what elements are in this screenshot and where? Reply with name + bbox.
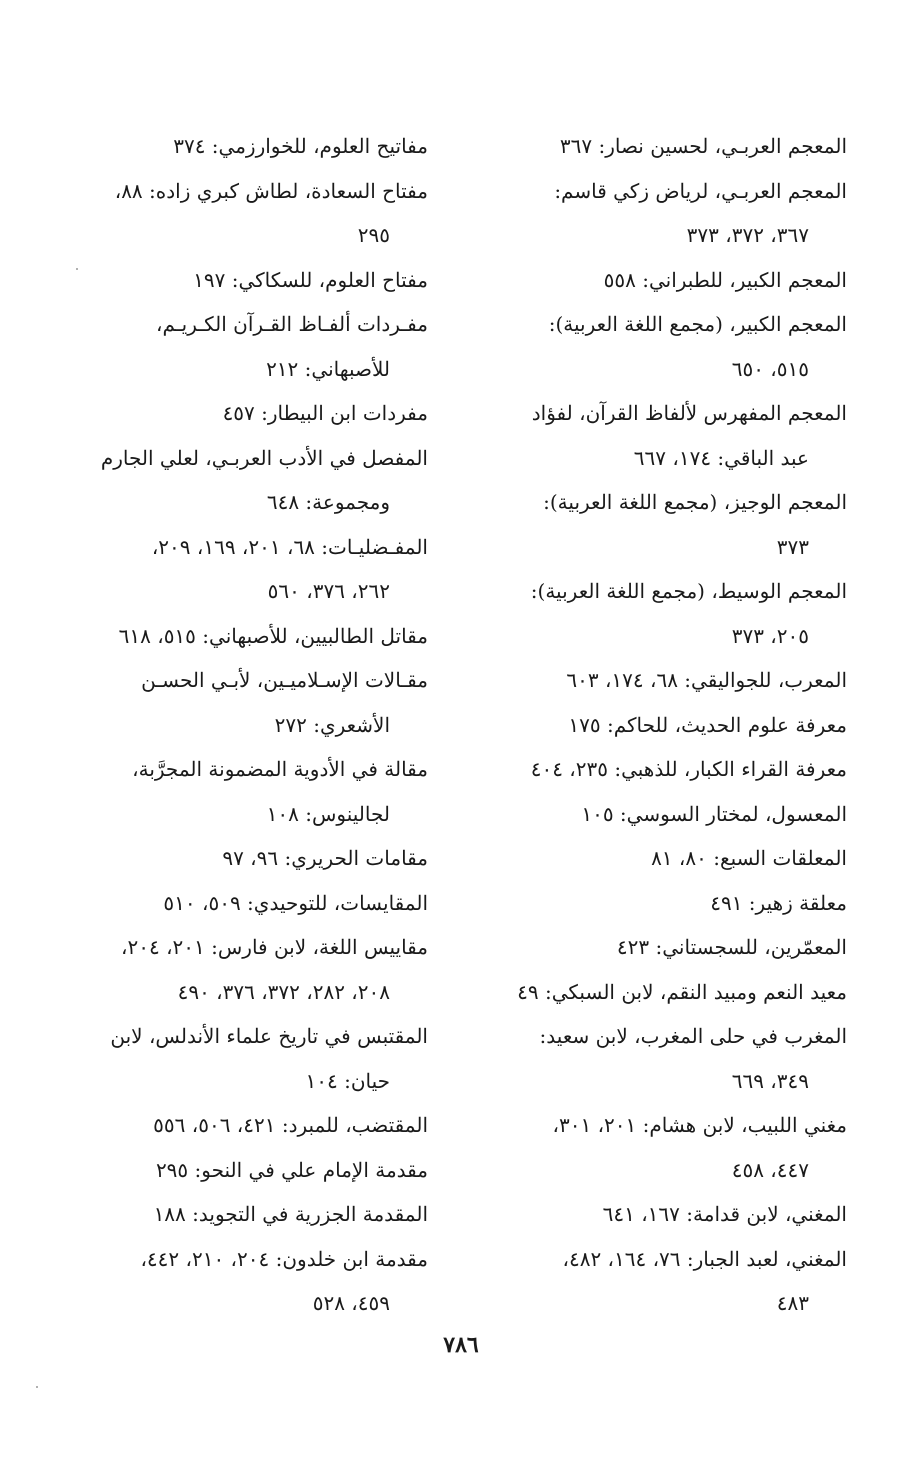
index-entry — [471, 747, 847, 792]
index-entry — [471, 569, 847, 658]
index-entry-continuation: ٤٥٩، ٥٢٨ — [312, 1291, 390, 1315]
index-entry — [52, 169, 428, 258]
index-entry-text: مغني اللبيب، لابن هشام: ٢٠١، ٣٠١، — [552, 1113, 847, 1137]
index-entry — [52, 1148, 428, 1193]
index-entry — [52, 747, 428, 836]
index-entry-text: مفـردات ألفـاظ القـرآن الكـريـم، — [156, 312, 428, 336]
index-entry-text: مقدمة الإمام علي في النحو: ٢٩٥ — [155, 1157, 428, 1182]
index-entry — [471, 302, 847, 391]
index-entry-text: المعجم الوجيز، (مجمع اللغة العربية): — [543, 490, 847, 514]
index-entry-continuation: ٢٠٥، ٣٧٣ — [731, 623, 809, 648]
index-entry-continuation: ٢٩٥ — [357, 223, 390, 247]
index-entry — [52, 1014, 428, 1103]
index-entry-text: المعجم الوسيط، (مجمع اللغة العربية): — [530, 579, 847, 603]
index-entry-continuation: لجالينوس: ١٠٨ — [266, 801, 390, 826]
index-entry — [471, 1014, 847, 1103]
index-entry — [471, 391, 847, 480]
index-entry-text: المعجم العربـي، لحسين نصار: ٣٦٧ — [559, 134, 847, 158]
index-entry-text: معلقة زهير: ٤٩١ — [710, 890, 847, 915]
index-entry-text: مقـالات الإسـلاميـين، لأبـي الحسـن — [141, 668, 428, 692]
index-entry — [52, 302, 428, 391]
index-entry — [471, 1103, 847, 1192]
index-entry-continuation: ومجموعة: ٦٤٨ — [266, 490, 390, 514]
index-entry — [52, 1103, 428, 1148]
index-entry-text: مفاتيح العلوم، للخوارزمي: ٣٧٤ — [173, 134, 428, 158]
index-entry-text: المعمّرين، للسجستاني: ٤٢٣ — [616, 935, 847, 959]
index-entry — [471, 258, 847, 303]
index-entry-continuation: ٣٧٣ — [776, 534, 809, 559]
index-entry-text: المعجم الكبير، للطبراني: ٥٥٨ — [603, 267, 847, 292]
index-entry-continuation: ٣٤٩، ٦٦٩ — [731, 1068, 809, 1093]
index-entry — [471, 881, 847, 926]
index-entry — [52, 614, 428, 659]
index-entry-text: المقايسات، للتوحيدي: ٥٠٩، ٥١٠ — [163, 890, 428, 915]
index-entry-continuation: الأشعري: ٢٧٢ — [274, 712, 390, 737]
index-entry — [471, 658, 847, 703]
scan-speck — [36, 1386, 38, 1388]
index-entry — [471, 970, 847, 1015]
index-entry — [471, 1237, 847, 1326]
index-entry — [471, 480, 847, 569]
index-entry-text: معرفة القراء الكبار، للذهبي: ٢٣٥، ٤٠٤ — [530, 757, 847, 781]
index-entry-text: مفتاح العلوم، للسكاكي: ١٩٧ — [193, 267, 428, 292]
index-column-right — [471, 124, 847, 1326]
index-entry-continuation: ٣٦٧، ٣٧٢، ٣٧٣ — [686, 223, 809, 247]
index-entry — [471, 169, 847, 258]
index-entry-text: المغني، لعبد الجبار: ٧٦، ١٦٤، ٤٨٢، — [562, 1246, 847, 1271]
index-entry-text: مقاييس اللغة، لابن فارس: ٢٠١، ٢٠٤، — [121, 935, 428, 959]
index-entry-continuation: للأصبهاني: ٢١٢ — [266, 356, 390, 381]
index-entry-continuation: عبد الباقي: ١٧٤، ٦٦٧ — [633, 445, 809, 470]
index-entry-text: المقتبس في تاريخ علماء الأندلس، لابن — [110, 1024, 428, 1048]
index-entry-continuation: ٢٠٨، ٢٨٢، ٣٧٢، ٣٧٦، ٤٩٠ — [177, 979, 390, 1004]
index-entry — [471, 925, 847, 970]
index-entry — [471, 1192, 847, 1237]
index-entry-text: مقامات الحريري: ٩٦، ٩٧ — [222, 846, 428, 870]
index-entry — [52, 124, 428, 169]
page-number: ٧٨٦ — [443, 1332, 479, 1358]
index-entry-continuation: ٤٤٧، ٤٥٨ — [731, 1157, 809, 1182]
index-entry — [52, 525, 428, 614]
index-entry-text: معرفة علوم الحديث، للحاكم: ١٧٥ — [568, 712, 847, 737]
index-entry — [52, 836, 428, 881]
index-entry-text: المقتضب، للمبرد: ٤٢١، ٥٠٦، ٥٥٦ — [153, 1113, 428, 1137]
index-entry — [52, 1192, 428, 1237]
index-entry — [52, 436, 428, 525]
index-entry-text: مقالة في الأدوية المضمونة المجرَّبة، — [132, 757, 428, 781]
index-entry — [52, 391, 428, 436]
index-entry-text: المعجم العربـي، لرياض زكي قاسم: — [554, 178, 847, 203]
index-entry-text: المعلقات السبع: ٨٠، ٨١ — [651, 846, 847, 870]
index-entry — [471, 792, 847, 837]
index-entry-text: مفردات ابن البيطار: ٤٥٧ — [222, 401, 428, 425]
index-entry-text: المعرب، للجواليقي: ٦٨، ١٧٤، ٦٠٣ — [566, 668, 847, 692]
index-entry-text: المغرب في حلى المغرب، لابن سعيد: — [539, 1024, 847, 1048]
index-entry — [52, 1237, 428, 1326]
index-entry-text: معيد النعم ومبيد النقم، لابن السبكي: ٤٩ — [517, 979, 847, 1004]
index-entry — [52, 658, 428, 747]
index-entry-text: مقاتل الطالبيين، للأصبهاني: ٥١٥، ٦١٨ — [118, 623, 428, 648]
index-entry-text: المقدمة الجزرية في التجويد: ١٨٨ — [153, 1202, 428, 1226]
index-entry-text: المعسول، لمختار السوسي: ١٠٥ — [581, 801, 847, 826]
index-entry — [52, 925, 428, 1014]
index-entry — [52, 258, 428, 303]
index-entry-continuation: ٤٨٣ — [776, 1291, 809, 1315]
index-column-left — [52, 124, 428, 1326]
scan-speck — [76, 268, 78, 270]
index-entry — [471, 124, 847, 169]
index-entry-text: المغني، لابن قدامة: ١٦٧، ٦٤١ — [602, 1202, 847, 1226]
index-entry-text: المعجم الكبير، (مجمع اللغة العربية): — [548, 312, 847, 336]
index-entry-continuation: حيان: ١٠٤ — [305, 1068, 390, 1093]
index-entry-text: المفصل في الأدب العربـي، لعلي الجارم — [100, 445, 428, 470]
index-entry-text: المعجم المفهرس لألفاظ القرآن، لفؤاد — [531, 401, 847, 425]
index-entry-text: مقدمة ابن خلدون: ٢٠٤، ٢١٠، ٤٤٢، — [140, 1246, 428, 1271]
index-entry — [471, 836, 847, 881]
index-entry-text: مفتاح السعادة، لطاش كبري زاده: ٨٨، — [114, 178, 428, 203]
index-entry — [52, 881, 428, 926]
index-entry-text: المفـضليـات: ٦٨، ٢٠١، ١٦٩، ٢٠٩، — [151, 534, 428, 559]
index-entry-continuation: ٢٦٢، ٣٧٦، ٥٦٠ — [267, 579, 390, 603]
index-entry-continuation: ٥١٥، ٦٥٠ — [731, 356, 809, 381]
index-entry — [471, 703, 847, 748]
